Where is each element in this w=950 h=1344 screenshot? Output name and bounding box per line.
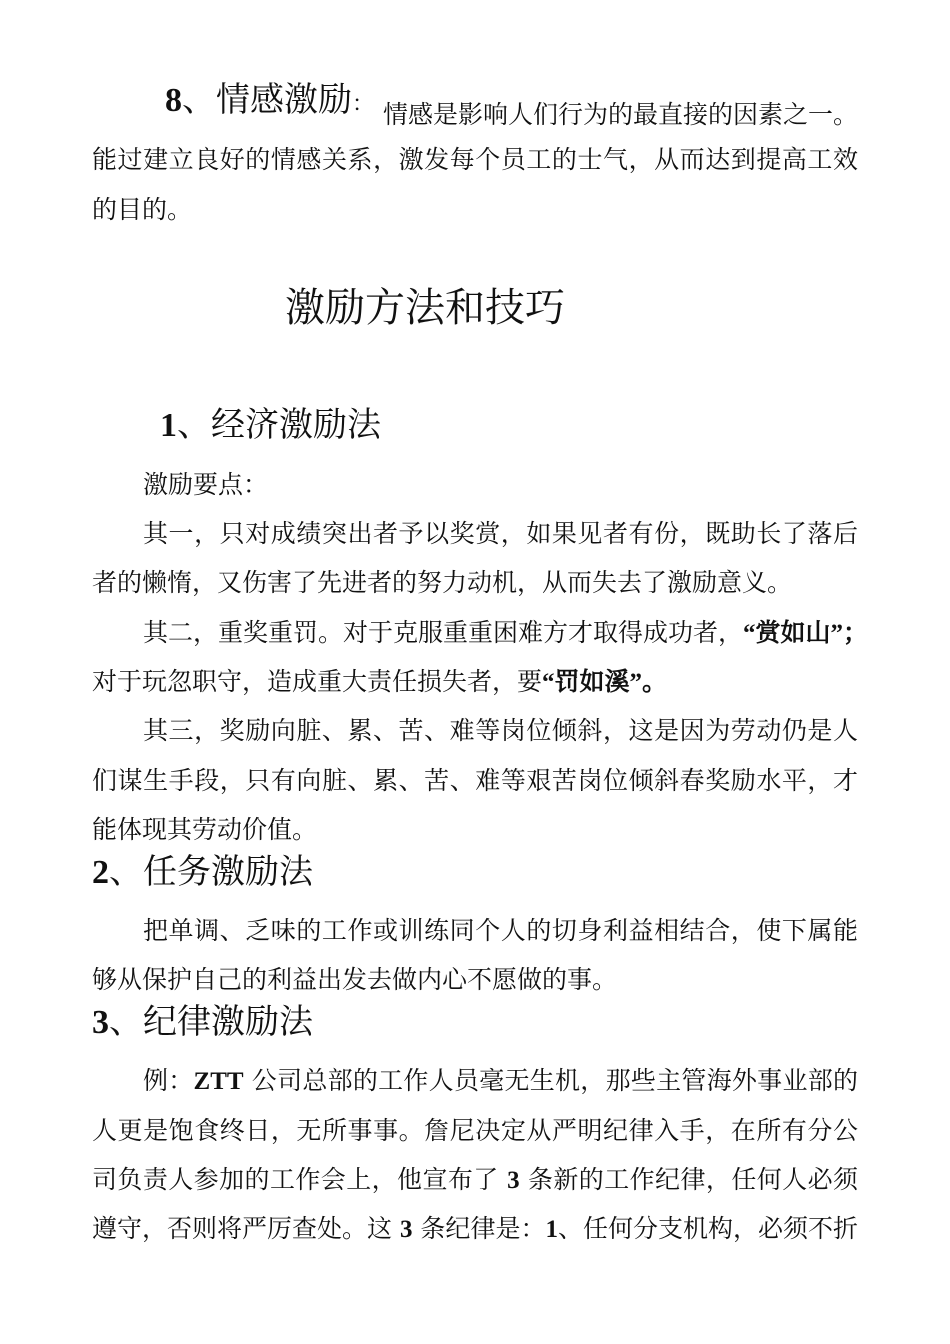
section-8-lead-text: 情感是影响人们行为的最直接的因素之一。: [382, 100, 858, 129]
section-1-number: 1: [160, 407, 177, 444]
point-2-line-2: 对于玩忽职守，造成重大责任损失者，要“罚如溪”。: [92, 667, 668, 696]
point-1-line-1: 其一，只对成绩突出者予以奖赏，如果见者有份，既助长了落后: [143, 519, 858, 548]
section-8-line-2: 能过建立良好的情感关系，激发每个员工的士气，从而达到提高工效: [92, 145, 858, 174]
section-2-title: 、任务激励法: [109, 852, 313, 892]
section-2-heading: [92, 850, 313, 895]
section-8-colon: ：: [352, 92, 375, 117]
point-1-line-2: 者的懒惰，又伤害了先进者的努力动机，从而失去了激励意义。: [92, 568, 793, 597]
section-8-title: 、情感激励: [182, 80, 352, 120]
section-8-line-3: 的目的。: [92, 195, 193, 224]
section-8-heading: [165, 78, 374, 127]
section-3-heading: [92, 1000, 313, 1045]
point-3-line-1: 其三，奖励向脏、累、苦、难等岗位倾斜，这是因为劳动仍是人: [143, 716, 858, 745]
section-1-heading: [160, 403, 381, 448]
section-8-number: 8: [165, 82, 182, 119]
incentive-points-label: 激励要点：: [143, 470, 269, 499]
point-2-line-1: 其二，重奖重罚。对于克服重重困难方才取得成功者，“赏如山”；: [143, 618, 869, 647]
section-3-line-2: 人更是饱食终日，无所事事。詹尼决定从严明纪律入手，在所有分公: [92, 1116, 858, 1145]
point-3-line-2: 们谋生手段，只有向脏、累、苦、难等艰苦岗位倾斜春奖励水平，才: [92, 766, 858, 795]
section-3-line-4: 遵守，否则将严厉查处。这 3 条纪律是：1、任何分支机构，必须不折: [92, 1214, 858, 1243]
section-3-line-1: 例：ZTT 公司总部的工作人员毫无生机，那些主管海外事业部的: [143, 1066, 858, 1095]
section-3-number: 3: [92, 1004, 109, 1041]
section-2-line-1: 把单调、乏味的工作或训练同个人的切身利益相结合，使下属能: [143, 916, 858, 945]
section-1-title: 、经济激励法: [177, 405, 381, 445]
section-2-number: 2: [92, 854, 109, 891]
main-title: 激励方法和技巧: [285, 285, 565, 331]
section-3-line-3: 司负责人参加的工作会上，他宣布了 3 条新的工作纪律，任何人必须: [92, 1165, 858, 1194]
point-3-line-3: 能体现其劳动价值。: [92, 815, 318, 844]
section-2-line-2: 够从保护自己的利益出发去做内心不愿做的事。: [92, 965, 618, 994]
section-3-title: 、纪律激励法: [109, 1002, 313, 1042]
